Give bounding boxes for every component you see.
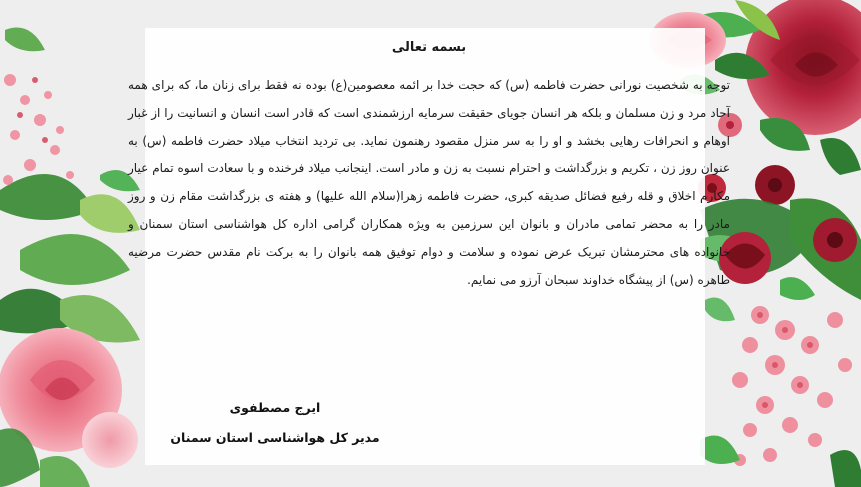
letter-title: بسمه تعالی (391, 40, 467, 55)
letter-body: توجه به شخصیت نورانی حضرت فاطمه (س) که حجت خدا بر ائمه معصومین(ع) بوده نه فقط برای زنان ما، که برای همه آحاد مرد و زن مسلمان و بلکه هر انسان جویای حقیقت سرمایه ارزشمندی است که قادر است انسان و انسانیت را از غبار اوهام و انحرافات رهایی بخشد و او را به سر منزل مقصود رهنمون نماید. بی تردید انتخاب میلاد حضرت فاطمه (س) به عنوان روز زن ، تکریم و بزرگداشت و احترام نسبت به زن و مادر است. اینجانب میلاد فرخنده و با سعادت اسوه تمام عیار مکارم اخلاق و قله رفیع فضائل صدیقه کبری، حضرت فاطمه زهرا(سلام الله علیها) و هفته ی بزرگداشت مقام زن و روز مادر را به محضر تمامی مادران و بانوان این سرزمین به ویژه همکاران گرامی اداره کل هواشناسی استان سمنان و خانواده های محترمشان تبریک عرض نموده و سلامت و دوام توفیق همه بانوان را به برکت نام مقدس حضرت مرضیه طاهره (س) از پیشگاه خداوند سبحان آرزو می نمایم. (128, 78, 730, 287)
letter (128, 38, 730, 294)
left-blossoms (3, 74, 74, 185)
signature-title: مدیر کل هواشناسی استان سمنان (170, 430, 380, 445)
signature-block (150, 393, 400, 453)
left-rose (0, 328, 138, 487)
right-lower-blossoms (732, 306, 852, 466)
signature-name: ایرج مصطفوی (229, 400, 321, 415)
